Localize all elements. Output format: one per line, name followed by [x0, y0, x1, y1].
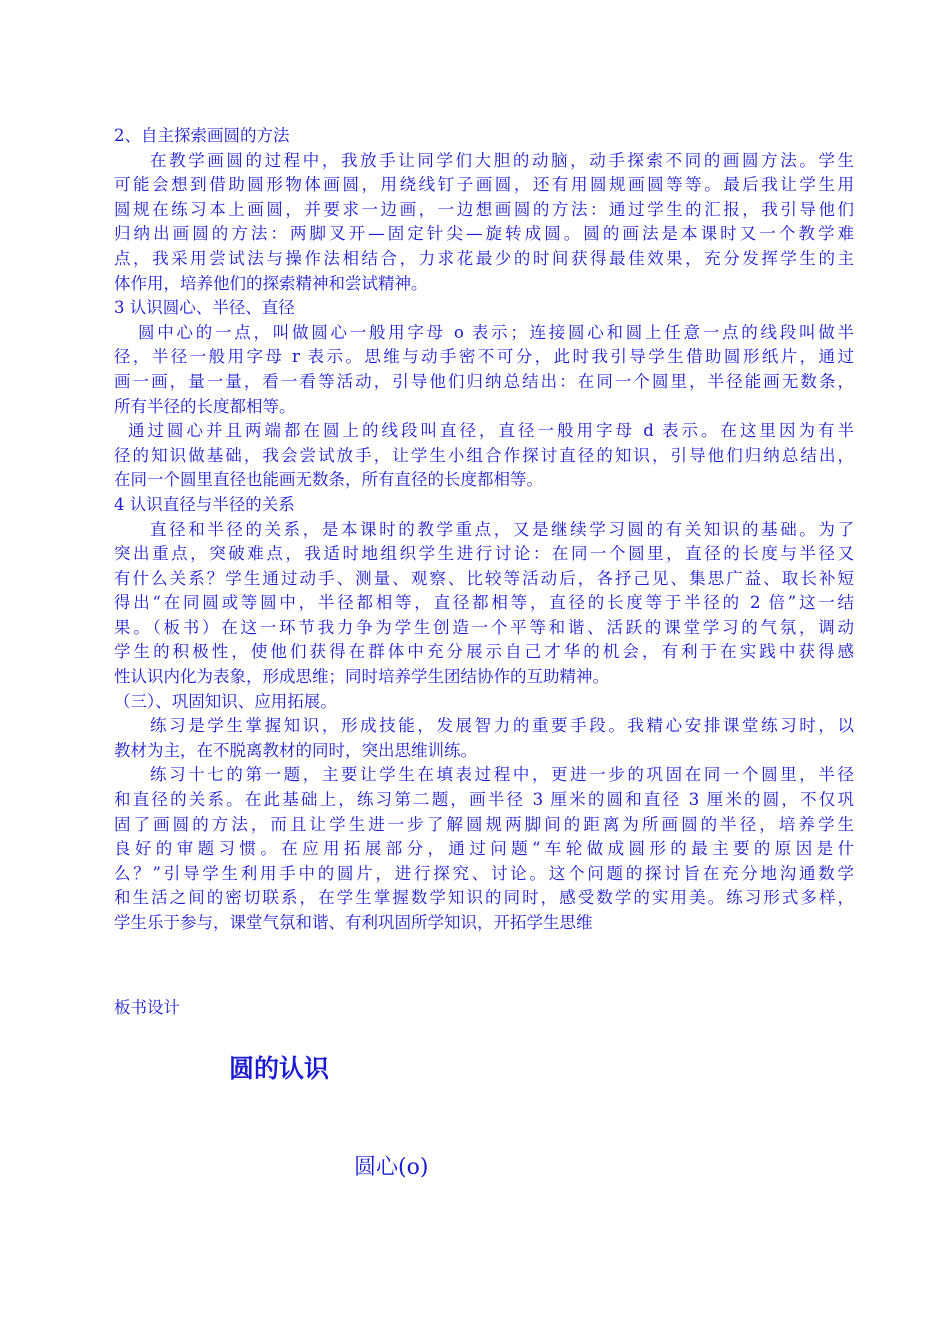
paragraph-line: 点，我采用尝试法与操作法相结合，力求花最少的时间获得最佳效果，充分发挥学生的主 [114, 248, 854, 268]
paragraph-line: 有什么关系？学生通过动手、测量、观察、比较等活动后，各抒己见、集思广益、取长补短 [114, 568, 854, 588]
paragraph-line: 性认识内化为表象，形成思维；同时培养学生团结协作的互助精神。 [114, 667, 609, 687]
paragraph-line: 练习是学生掌握知识，形成技能，发展智力的重要手段。我精心安排课堂练习时，以 [150, 716, 854, 736]
paragraph-line: 教材为主，在不脱离教材的同时，突出思维训练。 [114, 740, 477, 760]
paragraph-line: 突出重点，突破难点，我适时地组织学生进行讨论：在同一个圆里，直径的长度与半径又 [114, 544, 854, 564]
paragraph-line: 固了画圆的方法，而且让学生进一步了解圆规两脚间的距离为所画圆的半径，培养学生 [114, 814, 854, 834]
board-design-label: 板书设计 [114, 998, 180, 1017]
paragraph-line: 可能会想到借助圆形物体画圆，用绕线钉子画圆，还有用圆规画圆等等。最后我让学生用 [114, 175, 854, 195]
section-heading-draw-circle: 2、自主探索画圆的方法 [114, 126, 290, 145]
paragraph-line: 和生活之间的密切联系，在学生掌握数学知识的同时，感受数学的实用美。练习形式多样， [114, 888, 854, 908]
document-body [114, 124, 854, 936]
paragraph-line: 直径和半径的关系，是本课时的教学重点，又是继续学习圆的有关知识的基础。为了 [150, 519, 854, 539]
paragraph-line: 体作用，培养他们的探索精神和尝试精神。 [114, 273, 428, 293]
paragraph-line: 径的知识做基础，我会尝试放手，让学生小组合作探讨直径的知识，引导他们归纳总结出， [114, 445, 854, 465]
paragraph-line: 果。（板书）在这一环节我力争为学生创造一个平等和谐、活跃的课堂学习的气氛，调动 [114, 617, 854, 637]
board-center-label: 圆心(o) [354, 1155, 429, 1180]
paragraph-line: 和直径的关系。在此基础上，练习第二题，画半径 3 厘米的圆和直径 3 厘米的圆，不仅巩 [114, 790, 854, 810]
paragraph-line: 画一画，量一量，看一看等活动，引导他们归纳总结出：在同一个圆里，半径能画无数条， [114, 371, 854, 391]
paragraph-line: 通过圆心并且两端都在圆上的线段叫直径，直径一般用字母 d 表示。在这里因为有半 [128, 421, 854, 441]
paragraph-line: 所有半径的长度都相等。 [114, 396, 296, 416]
paragraph-line: 么？”引导学生利用手中的圆片，进行探究、讨论。这个问题的探讨旨在充分地沟通数学 [114, 863, 854, 883]
section-heading-center-radius-diameter: 3 认识圆心、半径、直径 [114, 298, 295, 318]
paragraph-line: 学生乐于参与，课堂气氛和谐、有利巩固所学知识，开拓学生思维 [114, 913, 593, 932]
paragraph-line: 在教学画圆的过程中，我放手让同学们大胆的动脑，动手探索不同的画圆方法。学生 [150, 150, 854, 170]
paragraph-line: 得出“在同圆或等圆中，半径都相等，直径都相等，直径的长度等于半径的 2 倍”这一结 [114, 593, 854, 613]
paragraph-line: 圆规在练习本上画圆，并要求一边画，一边想画圆的方法：通过学生的汇报，我引导他们 [114, 199, 854, 219]
paragraph-line: 径，半径一般用字母 r 表示。思维与动手密不可分，此时我引导学生借助圆形纸片，通过 [114, 347, 854, 367]
paragraph-line: 归纳出画圆的方法：两脚叉开—固定针尖—旋转成圆。圆的画法是本课时又一个教学难 [114, 224, 854, 244]
paragraph-line: 良好的审题习惯。在应用拓展部分，通过问题“车轮做成圆形的最主要的原因是什 [114, 839, 854, 859]
board-title: 圆的认识 [229, 1054, 330, 1083]
section-heading-diameter-radius-relation: 4 认识直径与半径的关系 [114, 494, 295, 514]
paragraph-line: 练习十七的第一题，主要让学生在填表过程中，更进一步的巩固在同一个圆里，半径 [150, 765, 854, 785]
paragraph-line: 在同一个圆里直径也能画无数条，所有直径的长度都相等。 [114, 470, 543, 490]
paragraph-line: 学生的积极性，使他们获得在群体中充分展示自己才华的机会，有利于在实践中获得感 [114, 642, 854, 662]
paragraph-line: 圆中心的一点，叫做圆心一般用字母 o 表示；连接圆心和圆上任意一点的线段叫做半 [138, 322, 854, 342]
section-heading-consolidation: （三）、巩固知识、应用拓展。 [114, 691, 337, 711]
